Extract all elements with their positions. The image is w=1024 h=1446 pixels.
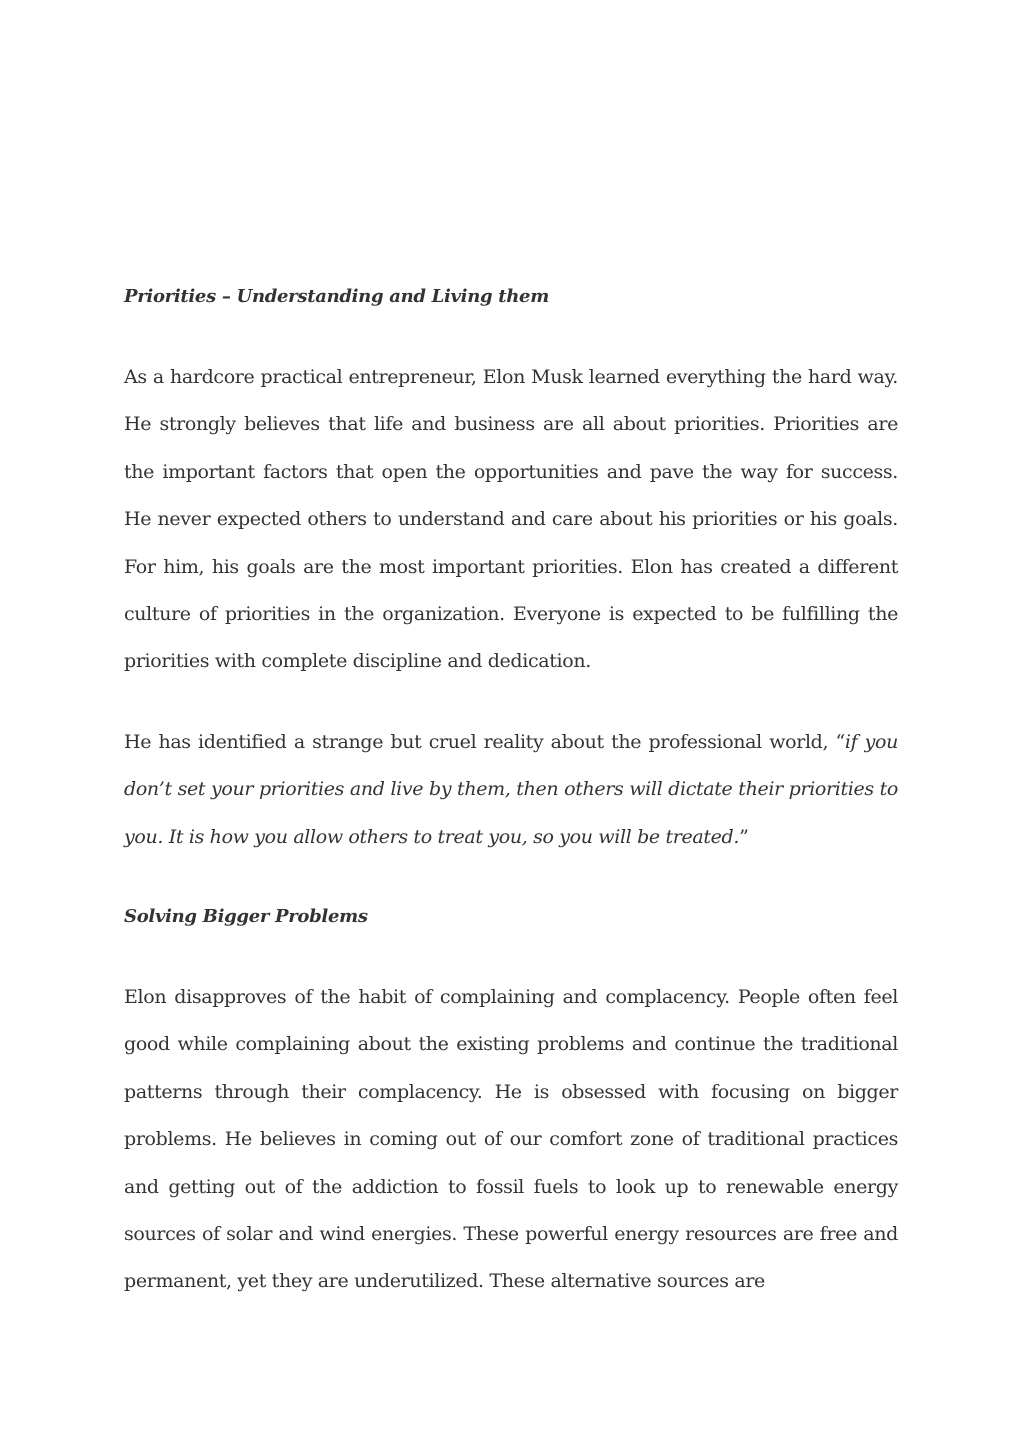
paragraph-quote <box>124 719 898 861</box>
paragraph-bigger-problems: Elon disapproves of the habit of complaining and complacency. People often feel good while complaining about the existing problems and continue the traditional patterns through their complacency. He is obsessed with focusing on bigger problems. He believes in coming out of our comfort zone of traditional practices and getting out of the addiction to fossil fuels to look up to renewable energy sources of solar and wind energies. These powerful energy resources are free and permanent, yet they are underutilized. These alternative sources are <box>124 986 898 1293</box>
paragraph-priorities: As a hardcore practical entrepreneur, Elon Musk learned everything the hard way. He strongly believes that life and business are all about priorities. Priorities are the important factors that open the opportunities and pave the way for success. He never expected others to understand and care about his priorities or his goals. For him, his goals are the most important priorities. Elon has created a different culture of priorities in the organization. Everyone is expected to be fulfilling the priorities with complete discipline and dedication. <box>124 366 898 673</box>
quote-intro-text: He has identified a strange but cruel reality about the professional world, “ <box>124 731 845 753</box>
quote-closing-mark: ” <box>739 825 749 848</box>
quote-text: if you don’t set your priorities and live by them, then others will dictate their priorities to you. It is how you allow others to treat you, so you will be treated. <box>124 731 898 848</box>
section-heading-priorities: Priorities – Understanding and Living them <box>124 286 549 307</box>
section-heading-bigger-problems: Solving Bigger Problems <box>124 906 368 927</box>
